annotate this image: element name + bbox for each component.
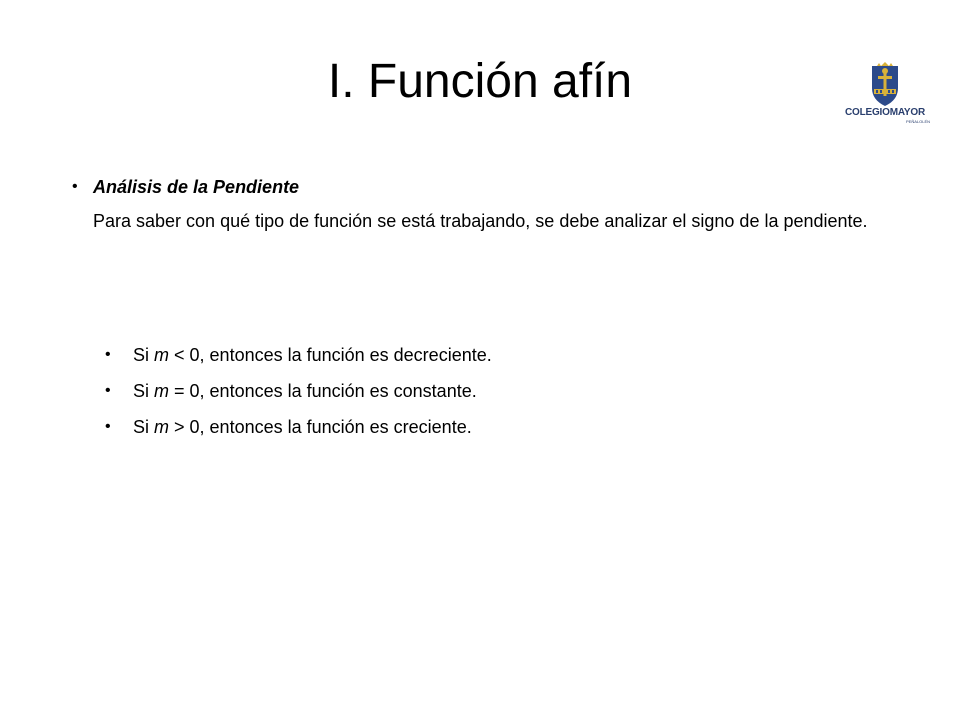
list-item bbox=[105, 414, 492, 440]
condition-variable: m bbox=[154, 345, 170, 365]
section-heading-row bbox=[72, 174, 902, 200]
conditions-list bbox=[105, 342, 492, 450]
condition-prefix: Si bbox=[133, 381, 155, 401]
section-paragraph: Para saber con qué tipo de función se está trabajando, se debe analizar el signo de la pendiente. bbox=[93, 211, 868, 231]
bullet-icon: • bbox=[105, 346, 111, 363]
bullet-icon: • bbox=[72, 178, 78, 195]
list-item bbox=[105, 378, 492, 404]
condition-prefix: Si bbox=[133, 345, 155, 365]
bullet-icon: • bbox=[105, 418, 111, 435]
school-logo bbox=[836, 62, 934, 128]
condition-variable: m bbox=[154, 417, 170, 437]
condition-text: = 0, entonces la función es constante. bbox=[169, 381, 477, 401]
logo-subtitle: PEÑALOLÉN bbox=[905, 119, 930, 124]
bullet-icon: • bbox=[105, 382, 111, 399]
logo-name: COLEGIOMAYOR bbox=[844, 107, 926, 118]
crest-icon bbox=[836, 62, 934, 108]
list-item bbox=[105, 342, 492, 368]
section-heading: Análisis de la Pendiente bbox=[93, 177, 300, 197]
condition-text: > 0, entonces la función es creciente. bbox=[169, 417, 472, 437]
condition-prefix: Si bbox=[133, 417, 155, 437]
content-body bbox=[72, 174, 902, 234]
condition-text: < 0, entonces la función es decreciente. bbox=[169, 345, 492, 365]
slide-title: I. Función afín bbox=[327, 55, 633, 108]
condition-variable: m bbox=[154, 381, 170, 401]
